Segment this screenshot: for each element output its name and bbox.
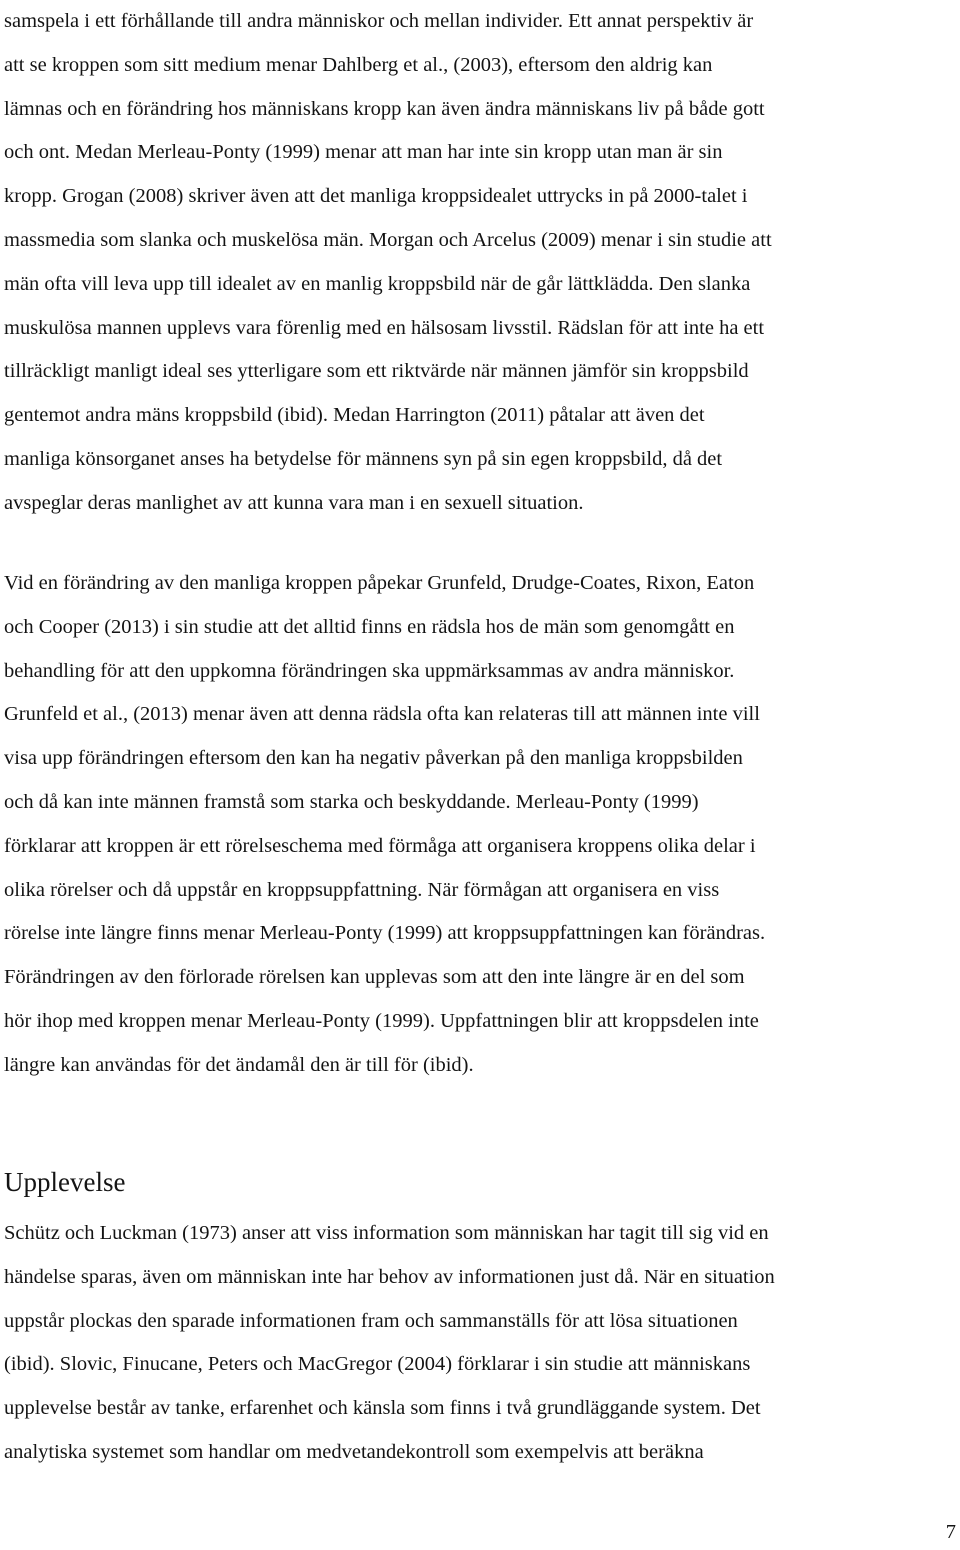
text-line: rörelse inte längre finns menar Merleau-Ponty (1999) att kroppsuppfattningen kan förändras.	[4, 922, 766, 945]
text-line: lämnas och en förändring hos människans kropp kan även ändra människans liv på både gott	[4, 97, 765, 120]
text-line: tillräckligt manligt ideal ses ytterligare som ett riktvärde när männen jämför sin kroppsbild	[4, 360, 749, 383]
text-line: gentemot andra mäns kroppsbild (ibid). Medan Harrington (2011) påtalar att även det	[4, 404, 705, 427]
text-line: olika rörelser och då uppstår en kroppsuppfattning. När förmågan att organisera en viss	[4, 878, 720, 901]
text-line: att se kroppen som sitt medium menar Dahlberg et al., (2003), eftersom den aldrig kan	[4, 53, 713, 76]
text-line: (ibid). Slovic, Finucane, Peters och MacGregor (2004) förklarar i sin studie att människans	[4, 1353, 751, 1376]
text-line: kropp. Grogan (2008) skriver även att det manliga kroppsidealet uttrycks in på 2000-talet i	[4, 185, 748, 208]
text-line: längre kan användas för det ändamål den är till för (ibid).	[4, 1053, 474, 1076]
text-line: Grunfeld et al., (2013) menar även att denna rädsla ofta kan relateras till att männen inte vill	[4, 703, 760, 726]
text-line: behandling för att den uppkomna förändringen ska uppmärksammas av andra människor.	[4, 659, 735, 682]
text-line: uppstår plockas den sparade informationen fram och sammanställs för att lösa situationen	[4, 1309, 738, 1332]
text-line: hör ihop med kroppen menar Merleau-Ponty (1999). Uppfattningen blir att kroppsdelen inte	[4, 1009, 759, 1032]
text-line: upplevelse består av tanke, erfarenhet och känsla som finns i två grundläggande system. Det	[4, 1397, 761, 1420]
paragraph-body-2	[4, 562, 765, 1088]
page-number: 7	[945, 1521, 956, 1543]
text-line: analytiska systemet som handlar om medvetandekontroll som exempelvis att beräkna	[4, 1440, 704, 1463]
text-line: händelse sparas, även om människan inte har behov av informationen just då. När en situation	[4, 1265, 775, 1288]
section-heading: Upplevelse	[4, 1167, 126, 1197]
text-line: Schütz och Luckman (1973) anser att viss information som människan har tagit till sig vid en	[4, 1222, 769, 1244]
paragraph-body-3	[4, 1212, 775, 1475]
text-line: Vid en förändring av den manliga kroppen påpekar Grunfeld, Drudge-Coates, Rixon, Eaton	[4, 572, 755, 594]
text-line: avspeglar deras manlighet av att kunna vara man i en sexuell situation.	[4, 491, 584, 514]
text-line: och då kan inte männen framstå som starka och beskyddande. Merleau-Ponty (1999)	[4, 790, 699, 813]
text-line: män ofta vill leva upp till idealet av en manlig kroppsbild när de går lättklädda. Den slanka	[4, 272, 751, 295]
paragraph-body-1	[4, 0, 772, 526]
text-line: manliga könsorganet anses ha betydelse för männens syn på sin egen kroppsbild, då det	[4, 447, 723, 470]
text-line: förklarar att kroppen är ett rörelseschema med förmåga att organisera kroppens olika delar i	[4, 834, 756, 857]
text-line: massmedia som slanka och muskelösa män. Morgan och Arcelus (2009) menar i sin studie att	[4, 228, 772, 251]
text-line: samspela i ett förhållande till andra människor och mellan individer. Ett annat perspektiv är	[4, 10, 754, 32]
text-line: och ont. Medan Merleau-Ponty (1999) menar att man har inte sin kropp utan man är sin	[4, 141, 723, 164]
text-line: och Cooper (2013) i sin studie att det alltid finns en rädsla hos de män som genomgått en	[4, 615, 735, 638]
text-line: visa upp förändringen eftersom den kan ha negativ påverkan på den manliga kroppsbilden	[4, 747, 743, 770]
text-line: Förändringen av den förlorade rörelsen kan upplevas som att den inte längre är en del som	[4, 966, 745, 989]
text-line: muskulösa mannen upplevs vara förenlig med en hälsosam livsstil. Rädslan för att inte ha ett	[4, 316, 765, 339]
